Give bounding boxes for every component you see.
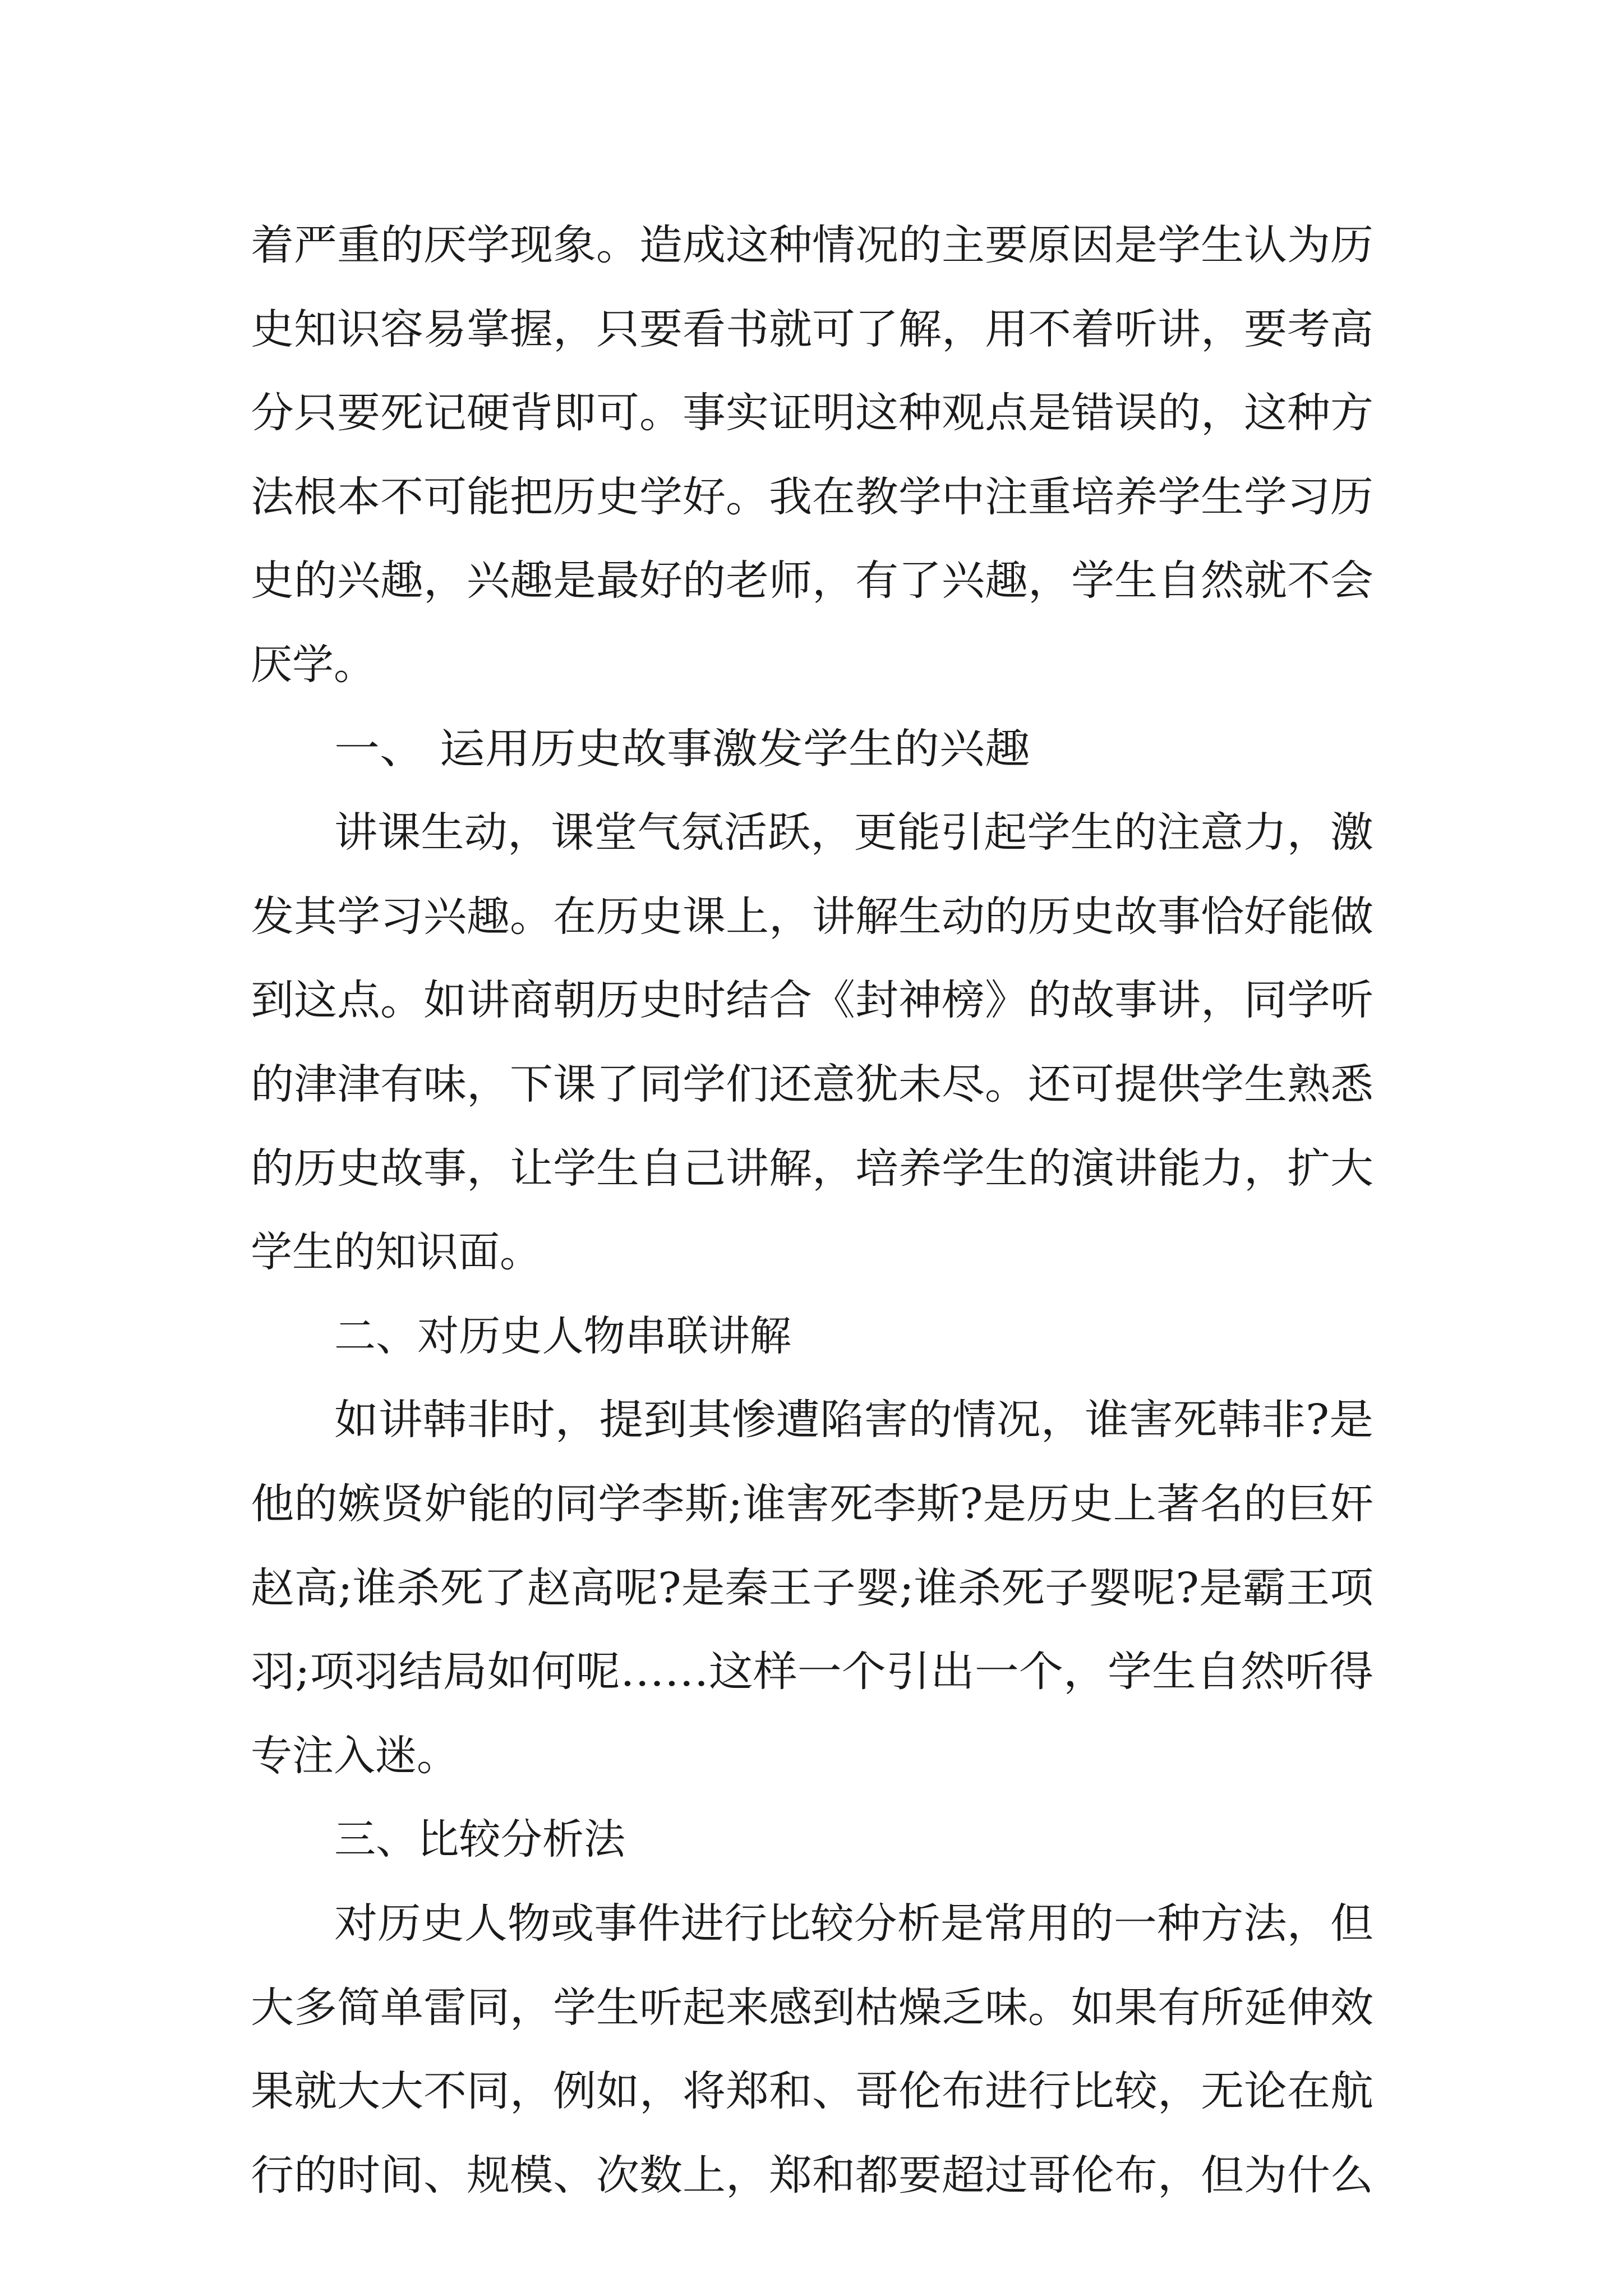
text-line: 发其学习兴趣。在历史课上，讲解生动的历史故事恰好能做 [251,892,1373,941]
text-line: 果就大大不同，例如，将郑和、哥伦布进行比较，无论在航 [251,2067,1373,2115]
text-line: 到这点。如讲商朝历史时结合《封神榜》的故事讲，同学听 [251,976,1373,1024]
text-line: 的津津有味，下课了同学们还意犹未尽。还可提供学生熟悉 [251,1060,1375,1108]
text-line: 史知识容易掌握，只要看书就可了解，用不着听讲，要考高 [251,305,1373,353]
text-line: 法根本不可能把历史学好。我在教学中注重培养学生学习历 [251,473,1373,521]
text-line: 赵高;谁杀死了赵高呢?是秦王子婴;谁杀死子婴呢?是霸王项 [251,1564,1375,1612]
text-line: 厌学。 [251,641,375,689]
text-line: 羽;项羽结局如何呢……这样一个引出一个，学生自然听得 [251,1648,1373,1696]
section-heading: 一、 运用历史故事激发学生的兴趣 [334,725,1030,773]
text-line: 行的时间、规模、次数上，郑和都要超过哥伦布，但为什么 [251,2151,1373,2200]
text-line: 专注入迷。 [251,1732,458,1780]
text-line: 他的嫉贤妒能的同学李斯;谁害死李斯?是历史上著名的巨奸 [251,1480,1373,1528]
text-line: 如讲韩非时，提到其惨遭陷害的情况，谁害死韩非?是 [334,1396,1373,1444]
text-line: 学生的知识面。 [251,1228,541,1276]
text-line: 讲课生动，课堂气氛活跃，更能引起学生的注意力，激 [334,808,1373,857]
text-line: 分只要死记硬背即可。事实证明这种观点是错误的，这种方 [251,389,1373,437]
section-heading: 三、比较分析法 [334,1815,626,1864]
text-line: 大多简单雷同，学生听起来感到枯燥乏味。如果有所延伸效 [251,1984,1373,2032]
text-line: 的历史故事，让学生自己讲解，培养学生的演讲能力，扩大 [251,1144,1373,1193]
text-line: 史的兴趣，兴趣是最好的老师，有了兴趣，学生自然就不会 [251,556,1373,605]
text-line: 着严重的厌学现象。造成这种情况的主要原因是学生认为历 [251,221,1373,269]
section-heading: 二、对历史人物串联讲解 [334,1312,791,1360]
text-line: 对历史人物或事件进行比较分析是常用的一种方法，但 [334,1899,1373,1948]
